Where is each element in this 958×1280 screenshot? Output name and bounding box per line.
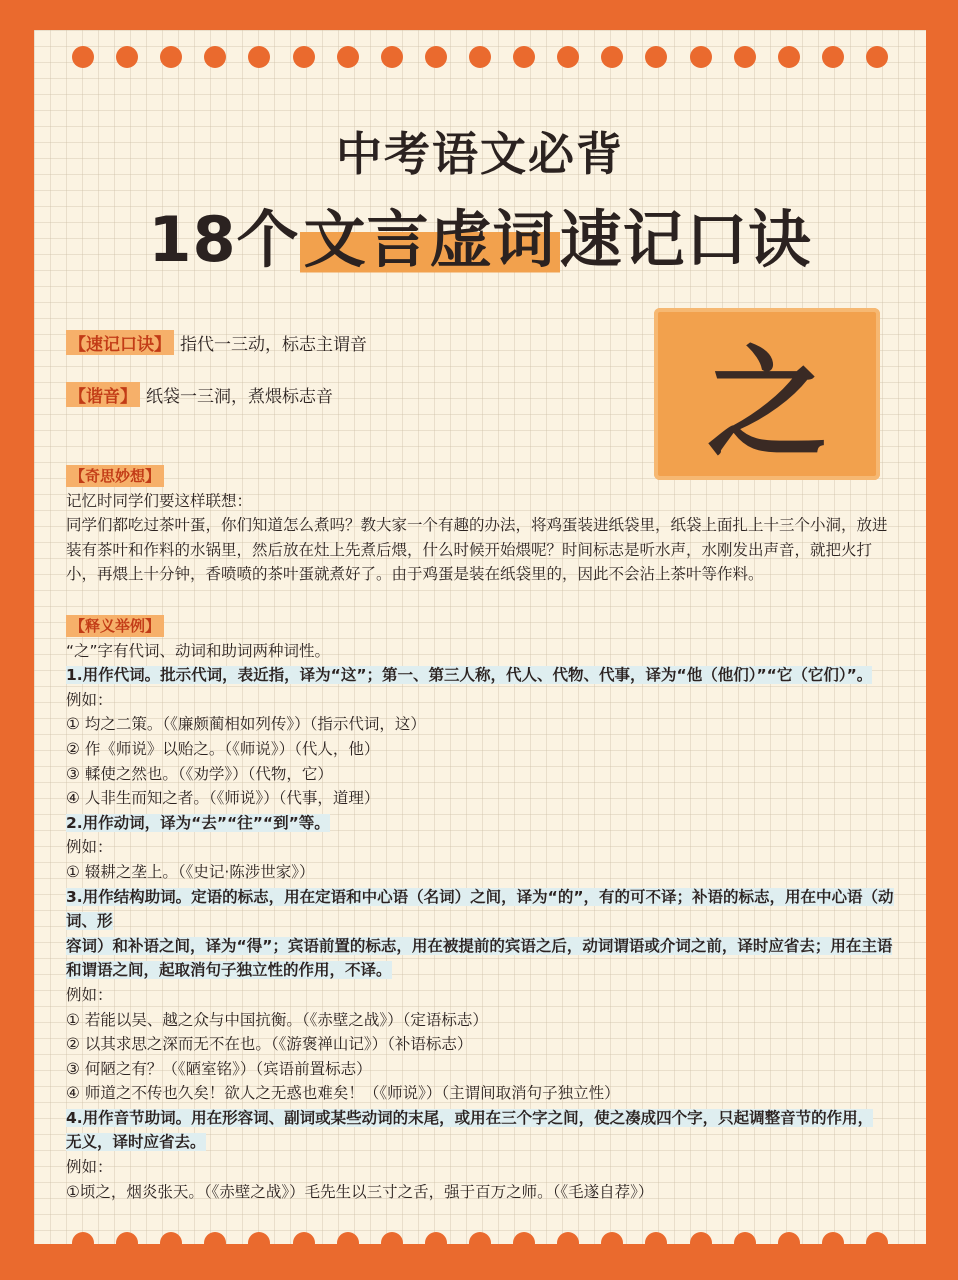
binding-hole xyxy=(557,1232,579,1244)
example-item: ① 若能以吴、越之众与中国抗衡。（《赤壁之战》）（定语标志） xyxy=(66,1010,488,1029)
binding-hole xyxy=(293,1232,315,1244)
binding-hole xyxy=(337,1232,359,1244)
binding-hole xyxy=(72,46,94,68)
binding-hole xyxy=(204,1232,226,1244)
example-item: ① 均之二策。（《廉颇蔺相如列传》）（指示代词，这） xyxy=(66,715,426,734)
binding-hole xyxy=(425,46,447,68)
example-item: ② 作《师说》以贻之。（《师说》）（代人，他） xyxy=(66,739,380,758)
usage-4-line1: 4.用作音节助词。用在形容词、副词或某些动词的末尾，或用在三个字之间，使之凑成四个字，只起调整音节的作用， xyxy=(66,1108,874,1127)
binding-hole xyxy=(690,46,712,68)
usage-3-line3: 和谓语之间，起取消句子独立性的作用，不译。 xyxy=(66,961,392,980)
imagination-line: 同学们都吃过茶叶蛋，你们知道怎么煮吗？教大家一个有趣的办法，将鸡蛋装进纸袋里，纸袋上面扎上十三个小洞，放进装有茶叶和作料的水锅里，然后放在灶上先煮后煨，什么时候开始煨呢？时间标志是听水声，水刚发出声音，就把火打小，再煨上十分钟，香喷喷的茶叶蛋就煮好了。由于鸡蛋是装在纸袋里的，因此不会沾上茶叶等作料。 xyxy=(66,516,888,584)
binding-hole xyxy=(160,1232,182,1244)
binding-hole xyxy=(734,1232,756,1244)
usage-2: 2.用作动词，译为“去”“往”“到”等。 xyxy=(66,813,330,832)
example-heading: 例如： xyxy=(66,838,113,857)
binding-hole xyxy=(381,46,403,68)
binding-hole xyxy=(557,46,579,68)
binding-hole xyxy=(822,1232,844,1244)
title-prefix: 18个 xyxy=(148,203,300,276)
binding-hole xyxy=(866,1232,888,1244)
example-item: ③ 輮使之然也。（《劝学》）（代物，它） xyxy=(66,764,333,783)
mnemonic-row xyxy=(66,330,367,355)
example-item: ④ 师道之不传也久矣！欲人之无惑也难矣！（《师说》）（主谓间取消句子独立性） xyxy=(66,1084,620,1103)
binding-hole xyxy=(778,1232,800,1244)
examples-intro: “之”字有代词、动词和助词两种词性。 xyxy=(66,641,331,660)
mnemonic-label: 【速记口诀】 xyxy=(66,330,174,355)
homophone-label: 【谐音】 xyxy=(66,382,140,407)
example-item: ② 以其求思之深而无不在也。（《游褒禅山记》）（补语标志） xyxy=(66,1035,473,1054)
imagination-line: 记忆时同学们要这样联想： xyxy=(66,491,253,510)
binding-hole xyxy=(248,1232,270,1244)
example-item: ①顷之，烟炎张天。（《赤壁之战》）毛先生以三寸之舌，强于百万之师。（《毛遂自荐》） xyxy=(66,1182,654,1201)
page-title-line2 xyxy=(34,190,926,279)
binding-hole xyxy=(293,46,315,68)
examples-section xyxy=(66,614,896,1204)
usage-4-line2: 无义，译时应省去。 xyxy=(66,1133,206,1152)
homophone-row xyxy=(66,382,333,407)
usage-3-line2: 容词）和补语之间，译为“得”；宾语前置的标志，用在被提前的宾语之后，动词谓语或介词之前，译时应省去；用在主语 xyxy=(66,936,893,955)
paper-sheet xyxy=(34,30,926,1244)
examples-label: 【释义举例】 xyxy=(66,615,164,637)
binding-hole xyxy=(381,1232,403,1244)
binding-hole xyxy=(204,46,226,68)
binding-hole xyxy=(866,46,888,68)
binding-hole xyxy=(116,46,138,68)
usage-3-line1: 3.用作结构助词。定语的标志，用在定语和中心语（名词）之间，译为“的”，有的可不译；补语的标志，用在中心语（动词、形 xyxy=(66,887,894,931)
example-item: ① 辍耕之垄上。（《史记·陈涉世家》） xyxy=(66,862,315,881)
imagination-label: 【奇思妙想】 xyxy=(66,465,164,487)
binding-hole xyxy=(72,1232,94,1244)
binding-hole xyxy=(601,46,623,68)
binding-hole xyxy=(248,46,270,68)
binding-hole xyxy=(337,46,359,68)
binding-hole xyxy=(778,46,800,68)
example-heading: 例如： xyxy=(66,690,113,709)
page-title-line1: 中考语文必背 xyxy=(336,127,624,181)
binding-hole xyxy=(645,46,667,68)
binding-hole xyxy=(601,1232,623,1244)
example-heading: 例如： xyxy=(66,985,113,1004)
title-highlight: 文言虚词 xyxy=(300,203,560,276)
title-suffix: 速记口诀 xyxy=(559,203,812,276)
usage-1: 1.用作代词。批示代词，表近指，译为“这”；第一、第三人称，代人、代物、代事，译为“他（他们）”“它（它们）”。 xyxy=(66,666,873,685)
example-item: ③ 何陋之有？（《陋室铭》）（宾语前置标志） xyxy=(66,1059,372,1078)
mnemonic-text: 指代一三动，标志主谓音 xyxy=(180,335,367,355)
binding-hole xyxy=(160,46,182,68)
binding-hole xyxy=(425,1232,447,1244)
homophone-text: 纸袋一三洞，煮煨标志音 xyxy=(146,387,333,407)
example-item: ④ 人非生而知之者。（《师说》）（代事，道理） xyxy=(66,789,380,808)
featured-character-box xyxy=(654,308,880,480)
binding-hole xyxy=(690,1232,712,1244)
binding-hole xyxy=(469,1232,491,1244)
binding-holes-top xyxy=(34,46,926,70)
binding-hole xyxy=(645,1232,667,1244)
binding-hole xyxy=(513,46,535,68)
binding-hole xyxy=(513,1232,535,1244)
binding-holes-bottom xyxy=(34,1232,926,1244)
binding-hole xyxy=(116,1232,138,1244)
binding-hole xyxy=(734,46,756,68)
binding-hole xyxy=(822,46,844,68)
imagination-section xyxy=(66,464,896,587)
example-heading: 例如： xyxy=(66,1158,113,1177)
binding-hole xyxy=(469,46,491,68)
featured-character: 之 xyxy=(707,333,827,474)
